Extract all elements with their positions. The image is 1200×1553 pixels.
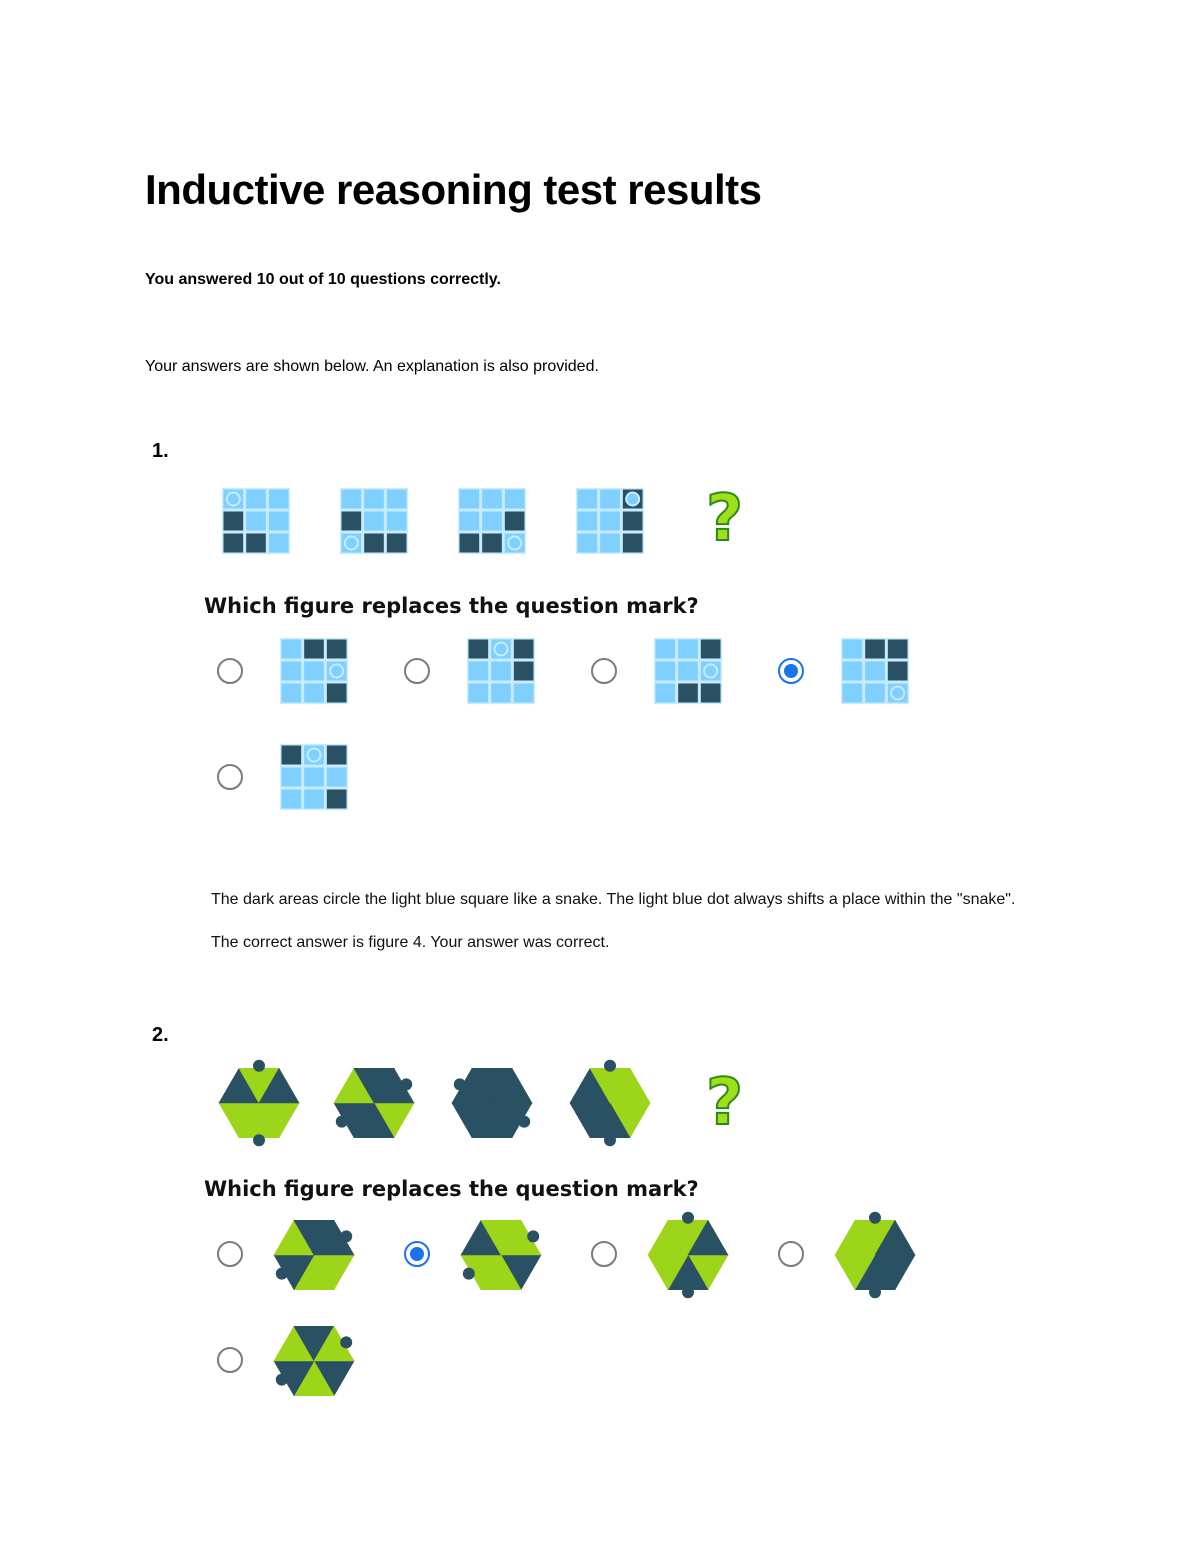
option-1[interactable]: [217, 1241, 243, 1267]
light-cell: [269, 490, 289, 509]
hexagon-figure: [445, 1056, 539, 1150]
light-cell: [600, 534, 620, 553]
light-cell: [469, 662, 489, 681]
option-1[interactable]: [217, 658, 243, 684]
light-cell: [482, 512, 502, 531]
option-figure[interactable]: [467, 638, 535, 704]
radio-button[interactable]: [217, 658, 243, 684]
light-cell: [865, 662, 885, 681]
option-2[interactable]: [404, 1241, 430, 1267]
hexagon-dot: [400, 1078, 412, 1090]
grid-figure: [467, 638, 535, 704]
hexagon-figure: [327, 1056, 421, 1150]
dark-cell: [460, 534, 480, 553]
option-figure[interactable]: [641, 1208, 735, 1302]
light-cell: [656, 640, 676, 659]
radio-button[interactable]: [217, 764, 243, 790]
option-figure[interactable]: [267, 1208, 361, 1302]
option-3[interactable]: [591, 1241, 617, 1267]
dark-cell: [364, 534, 384, 553]
dark-cell: [282, 746, 302, 765]
hexagon-figure: [641, 1208, 735, 1302]
light-cell: [364, 512, 384, 531]
dark-cell: [304, 640, 324, 659]
radio-button[interactable]: [404, 1241, 430, 1267]
light-cell: [491, 662, 511, 681]
light-cell: [578, 512, 598, 531]
light-cell: [460, 512, 480, 531]
hexagon-figure: [563, 1056, 657, 1150]
light-cell: [843, 640, 863, 659]
radio-button[interactable]: [404, 658, 430, 684]
light-cell: [342, 490, 362, 509]
sequence-figure: [445, 1056, 539, 1150]
hexagon-dot: [682, 1286, 694, 1298]
question-mark-icon: ?: [706, 482, 744, 556]
dark-cell: [514, 662, 534, 681]
radio-button[interactable]: [217, 1241, 243, 1267]
light-cell: [600, 490, 620, 509]
score-summary: You answered 10 out of 10 questions correctly.: [145, 271, 501, 288]
sequence-figure: [327, 1056, 421, 1150]
light-cell: [491, 684, 511, 703]
radio-button[interactable]: [591, 658, 617, 684]
dark-cell: [224, 512, 244, 531]
dark-cell: [482, 534, 502, 553]
light-cell: [304, 662, 324, 681]
dark-cell: [342, 512, 362, 531]
light-cell: [282, 768, 302, 787]
hexagon-figure: [212, 1056, 306, 1150]
light-cell: [656, 662, 676, 681]
light-cell: [269, 534, 289, 553]
light-cell: [282, 684, 302, 703]
dot-marker: [626, 493, 639, 506]
sequence-figure: [563, 1056, 657, 1150]
light-cell: [600, 512, 620, 531]
dark-cell: [246, 534, 266, 553]
hexagon-dot: [604, 1134, 616, 1146]
dot-marker: [704, 665, 717, 678]
light-cell: [460, 490, 480, 509]
light-cell: [246, 490, 266, 509]
light-cell: [282, 640, 302, 659]
dark-cell: [327, 640, 347, 659]
option-3[interactable]: [591, 658, 617, 684]
light-cell: [364, 490, 384, 509]
option-2[interactable]: [404, 658, 430, 684]
dot-marker: [308, 749, 321, 762]
dot-marker: [891, 687, 904, 700]
light-cell: [865, 684, 885, 703]
radio-button[interactable]: [217, 1347, 243, 1373]
hexagon-dot: [604, 1060, 616, 1072]
option-figure[interactable]: [280, 638, 348, 704]
option-4[interactable]: [778, 1241, 804, 1267]
hexagon-figure: [454, 1208, 548, 1302]
dot-marker: [330, 665, 343, 678]
grid-figure: [654, 638, 722, 704]
light-cell: [678, 640, 698, 659]
hexagon-dot: [253, 1060, 265, 1072]
hexagon-dot: [340, 1230, 352, 1242]
question-prompt: Which figure replaces the question mark?: [204, 1177, 699, 1201]
intro-text: Your answers are shown below. An explanation is also provided.: [145, 358, 599, 375]
light-cell: [678, 662, 698, 681]
dark-cell: [623, 534, 643, 553]
option-figure[interactable]: [654, 638, 722, 704]
sequence-figure: [458, 488, 526, 554]
hexagon-dot: [276, 1374, 288, 1386]
light-cell: [514, 684, 534, 703]
dark-cell: [469, 640, 489, 659]
dark-cell: [701, 684, 721, 703]
dark-cell: [224, 534, 244, 553]
hexagon-figure: [828, 1208, 922, 1302]
dark-cell: [865, 640, 885, 659]
grid-figure: [222, 488, 290, 554]
light-cell: [304, 790, 324, 809]
light-cell: [843, 662, 863, 681]
light-cell: [656, 684, 676, 703]
light-cell: [269, 512, 289, 531]
hexagon-dot: [340, 1336, 352, 1348]
option-figure[interactable]: [828, 1208, 922, 1302]
hexagon-dot: [336, 1116, 348, 1128]
radio-button[interactable]: [591, 1241, 617, 1267]
grid-figure: [458, 488, 526, 554]
hexagon-dot: [518, 1116, 530, 1128]
dot-marker: [345, 537, 358, 550]
option-5[interactable]: [217, 1347, 243, 1373]
question-number: 1.: [152, 440, 169, 462]
option-figure[interactable]: [841, 638, 909, 704]
dark-cell: [678, 684, 698, 703]
hexagon-dot: [869, 1286, 881, 1298]
light-cell: [482, 490, 502, 509]
light-cell: [327, 768, 347, 787]
option-4[interactable]: [778, 658, 804, 684]
light-cell: [578, 490, 598, 509]
dark-cell: [514, 640, 534, 659]
light-cell: [387, 512, 407, 531]
light-cell: [505, 490, 525, 509]
hexagon-dot: [276, 1268, 288, 1280]
dot-marker: [227, 493, 240, 506]
grid-figure: [340, 488, 408, 554]
light-cell: [282, 790, 302, 809]
dark-cell: [327, 746, 347, 765]
grid-figure: [841, 638, 909, 704]
sequence-figure: [340, 488, 408, 554]
hexagon-figure: [267, 1314, 361, 1408]
dot-marker: [508, 537, 521, 550]
sequence-figure: [576, 488, 644, 554]
hexagon-figure: [267, 1208, 361, 1302]
question-mark-icon: ?: [706, 1066, 744, 1140]
dark-cell: [623, 512, 643, 531]
radio-button[interactable]: [778, 658, 804, 684]
option-figure[interactable]: [280, 744, 348, 810]
hexagon-dot: [454, 1078, 466, 1090]
radio-button[interactable]: [778, 1241, 804, 1267]
grid-figure: [280, 638, 348, 704]
light-cell: [387, 490, 407, 509]
dark-cell: [327, 684, 347, 703]
light-cell: [246, 512, 266, 531]
dot-marker: [495, 643, 508, 656]
option-figure[interactable]: [267, 1314, 361, 1408]
question-prompt: Which figure replaces the question mark?: [204, 594, 699, 618]
sequence-figure: [222, 488, 290, 554]
dark-cell: [387, 534, 407, 553]
light-cell: [469, 684, 489, 703]
hexagon-dot: [682, 1212, 694, 1224]
grid-figure: [576, 488, 644, 554]
dark-cell: [888, 662, 908, 681]
hexagon-dot: [869, 1212, 881, 1224]
explanation-text: The dark areas circle the light blue square like a snake. The light blue dot always shifts a place within the "snake". The correct answer is figure 4. Your answer was correct.: [211, 891, 1016, 951]
grid-figure: [280, 744, 348, 810]
light-cell: [304, 768, 324, 787]
hexagon-dot: [463, 1268, 475, 1280]
light-cell: [843, 684, 863, 703]
option-5[interactable]: [217, 764, 243, 790]
hexagon-dot: [253, 1134, 265, 1146]
light-cell: [578, 534, 598, 553]
light-cell: [282, 662, 302, 681]
light-cell: [304, 684, 324, 703]
question-number: 2.: [152, 1024, 169, 1046]
dark-cell: [327, 790, 347, 809]
option-figure[interactable]: [454, 1208, 548, 1302]
dark-cell: [505, 512, 525, 531]
page-title: Inductive reasoning test results: [145, 166, 762, 213]
dark-cell: [888, 640, 908, 659]
hexagon-dot: [527, 1230, 539, 1242]
dark-cell: [701, 640, 721, 659]
sequence-figure: [212, 1056, 306, 1150]
